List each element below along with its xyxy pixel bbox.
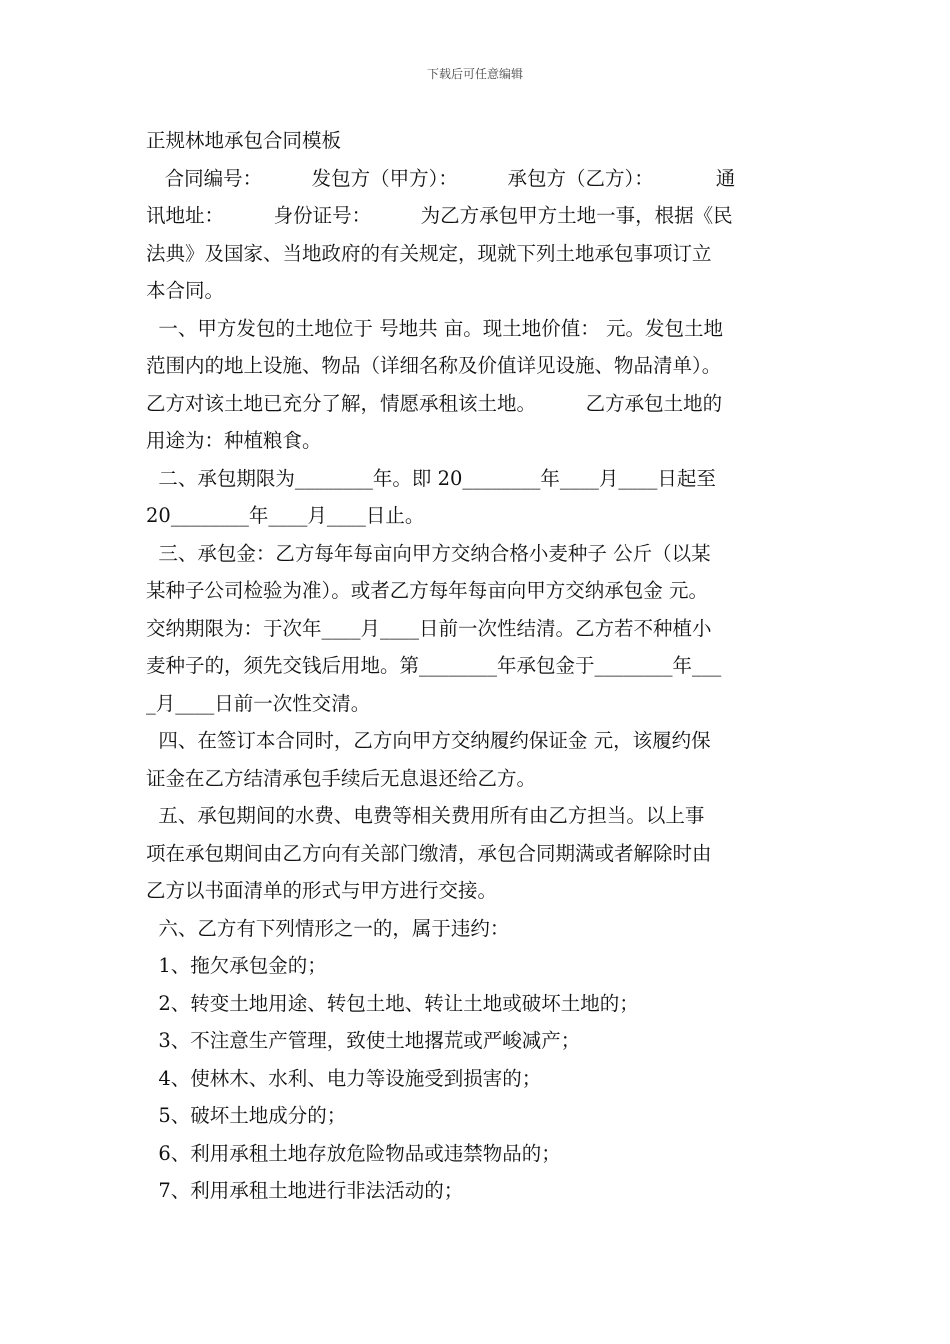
list-item: 2、转变土地用途、转包土地、转让土地或破坏土地的；: [146, 991, 639, 1015]
paragraph-line: 六、乙方有下列情形之一的，属于违约：: [146, 916, 510, 940]
paragraph-line: 讯地址： 身份证号： 为乙方承包甲方土地一事，根据《民: [146, 204, 733, 227]
paragraph-line: 乙方以书面清单的形式与甲方进行交接。: [146, 879, 498, 902]
paragraph-line: 法典》及国家、当地政府的有关规定，现就下列土地承包事项订立: [146, 241, 712, 265]
paragraph-line: 四、在签订本合同时，乙方向甲方交纳履约保证金 元，该履约保: [146, 729, 711, 752]
paragraph-line: 某种子公司检验为准）。或者乙方每年每亩向甲方交纳承包金 元。: [146, 579, 708, 602]
list-item: 6、利用承租土地存放危险物品或违禁物品的；: [146, 1141, 561, 1165]
document-title: 正规林地承包合同模板: [146, 129, 342, 152]
paragraph-line: 交纳期限为：于次年____月____日前一次性结清。乙方若不种植小: [146, 616, 712, 640]
paragraph-line: 合同编号： 发包方（甲方）： 承包方（乙方）： 通: [146, 166, 736, 190]
paragraph-line: 本合同。: [146, 279, 225, 302]
paragraph-line: 麦种子的，须先交钱后用地。第________年承包金于________年___: [146, 654, 722, 677]
paragraph-line: 用途为：种植粮食。: [146, 429, 322, 452]
paragraph-line: _月____日前一次性交清。: [146, 691, 371, 715]
paragraph-line: 五、承包期间的水费、电费等相关费用所有由乙方担当。以上事: [146, 804, 705, 827]
paragraph-line: 证金在乙方结清承包手续后无息退还给乙方。: [146, 766, 537, 790]
list-item: 3、不注意生产管理，致使土地撂荒或严峻减产；: [146, 1029, 581, 1052]
paragraph-line: 三、承包金：乙方每年每亩向甲方交纳合格小麦种子 公斤（以某: [146, 541, 711, 565]
paragraph-line: 项在承包期间由乙方向有关部门缴清，承包合同期满或者解除时由: [146, 841, 712, 865]
paragraph-line: 范围内的地上设施、物品（详细名称及价值详见设施、物品清单）。: [146, 354, 722, 377]
paragraph-line: 一、甲方发包的土地位于 号地共 亩。现土地价值： 元。发包土地: [146, 316, 723, 340]
list-item: 7、利用承租土地进行非法活动的；: [146, 1179, 464, 1202]
paragraph-line: 20________年____月____日止。: [146, 504, 425, 527]
page-header: 下载后可任意编辑: [426, 67, 523, 81]
list-item: 4、使林木、水利、电力等设施受到损害的；: [146, 1066, 542, 1090]
list-item: 5、破坏土地成分的；: [146, 1104, 347, 1127]
paragraph-line: 二、承包期限为________年。即 20________年____月____日起至: [146, 466, 716, 490]
list-item: 1、拖欠承包金的；: [146, 954, 327, 977]
document-body: [146, 122, 806, 1210]
paragraph-line: 乙方对该土地已充分了解，情愿承租该土地。 乙方承包土地的: [146, 391, 723, 415]
